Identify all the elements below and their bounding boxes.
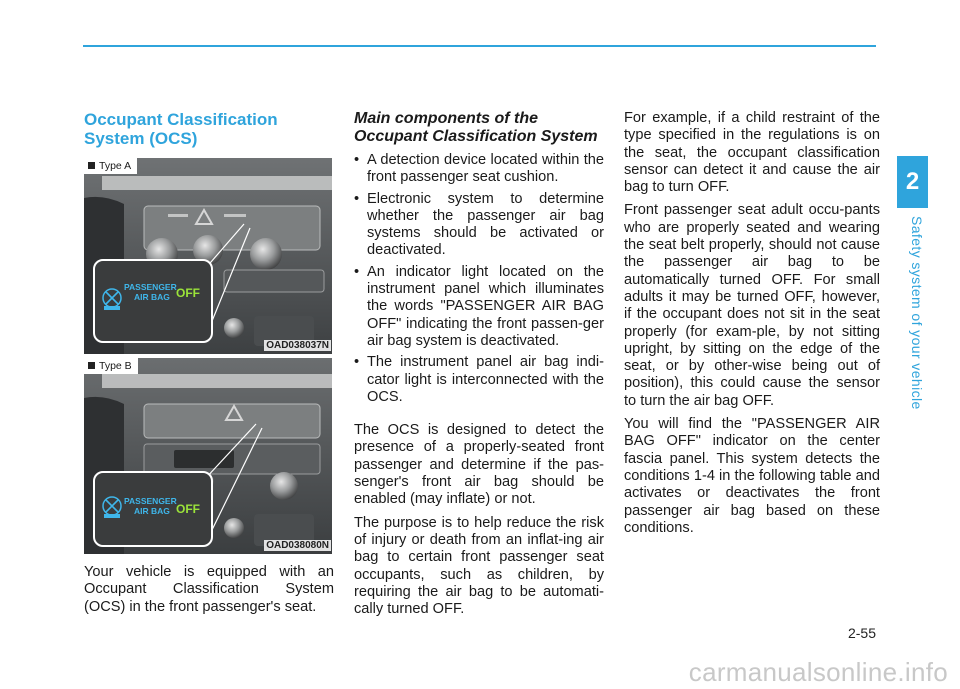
section-title-line-1: Occupant Classification [84,110,278,129]
chapter-number-tab: 2 [897,156,928,208]
page-number: 2-55 [847,625,876,641]
middle-column [354,110,604,624]
watermark[interactable]: carmanualsonline.info [688,657,948,687]
figure-type-label: Type B [84,358,138,374]
components-subtitle: Main components of the Occupant Classification System [354,110,598,145]
header-rule [83,45,876,47]
figure-type-label: Type A [84,158,137,174]
dashboard-illustration-b [84,358,332,554]
list-item: • An indicator light located on the instrument panel which illuminates the words "PASSENGER AIR BAG OFF" indicating the front passen-ger air bag system is deactivated. [354,264,604,350]
dashboard-illustration-a [84,158,332,354]
right-column [624,110,880,543]
indicator-off-label: OFF [176,286,200,300]
list-item: • The instrument panel air bag indi-cator light is interconnected with the OCS. [354,354,604,406]
indicator-text: PASSENGER AIR BAG [124,496,177,516]
indicator-location-paragraph: You will find the "PASSENGER AIR BAG OFF" indicator on the center fascia panel. This system detects the conditions 1-4 in the following table and activates or deactivates the front passenger air bag based on these conditions. [624,416,880,536]
figure-code: OAD038080N [266,540,329,551]
example-paragraph: For example, if a child restraint of the type specified in the regulations is on the seat, the occupant classification sensor can detect it and cause the air bag to turn OFF. [624,110,880,196]
indicator-off-label: OFF [176,502,200,516]
adult-occupant-paragraph: Front passenger seat adult occu-pants who are properly seated and wearing the seat belt properly, should not cause the passenger air bag to be automatically turned OFF. For small adults it may be turned OFF, however, if the occupant does not sit in the seat properly (for exam-ple, by not sitting upright, by sitting on the edge of the seat, or by other-wise being out of position), this could cause the sensor to turn the air bag OFF. [624,202,880,409]
figure-type-b [84,358,332,554]
ocs-purpose-paragraph-2: The purpose is to help reduce the risk of injury or death from an inflat-ing air bag to certain front passenger seat occupants, such as children, by requiring the air bag to be automati-cally turned OFF. [354,514,604,618]
figure-type-a [84,158,332,354]
left-column [84,110,334,622]
section-title-line-2: System (OCS) [84,129,198,148]
section-title [84,110,334,148]
chapter-title: Safety system of your vehicle [909,216,925,410]
indicator-text: PASSENGER AIR BAG [124,282,177,302]
components-list [354,152,604,406]
list-item: • Electronic system to determine whether the passenger air bag systems should be activated or deactivated. [354,191,604,260]
figure-code: OAD038037N [266,340,329,351]
list-item: • A detection device located within the front passenger seat cushion. [354,152,604,187]
ocs-intro-paragraph: Your vehicle is equipped with an Occupant Classification System (OCS) in the front passenger's seat. [84,564,334,615]
ocs-purpose-paragraph-1: The OCS is designed to detect the presence of a properly-seated front passenger and determine if the pas-senger's front air bag should be enabled (may inflate) or not. [354,422,604,508]
